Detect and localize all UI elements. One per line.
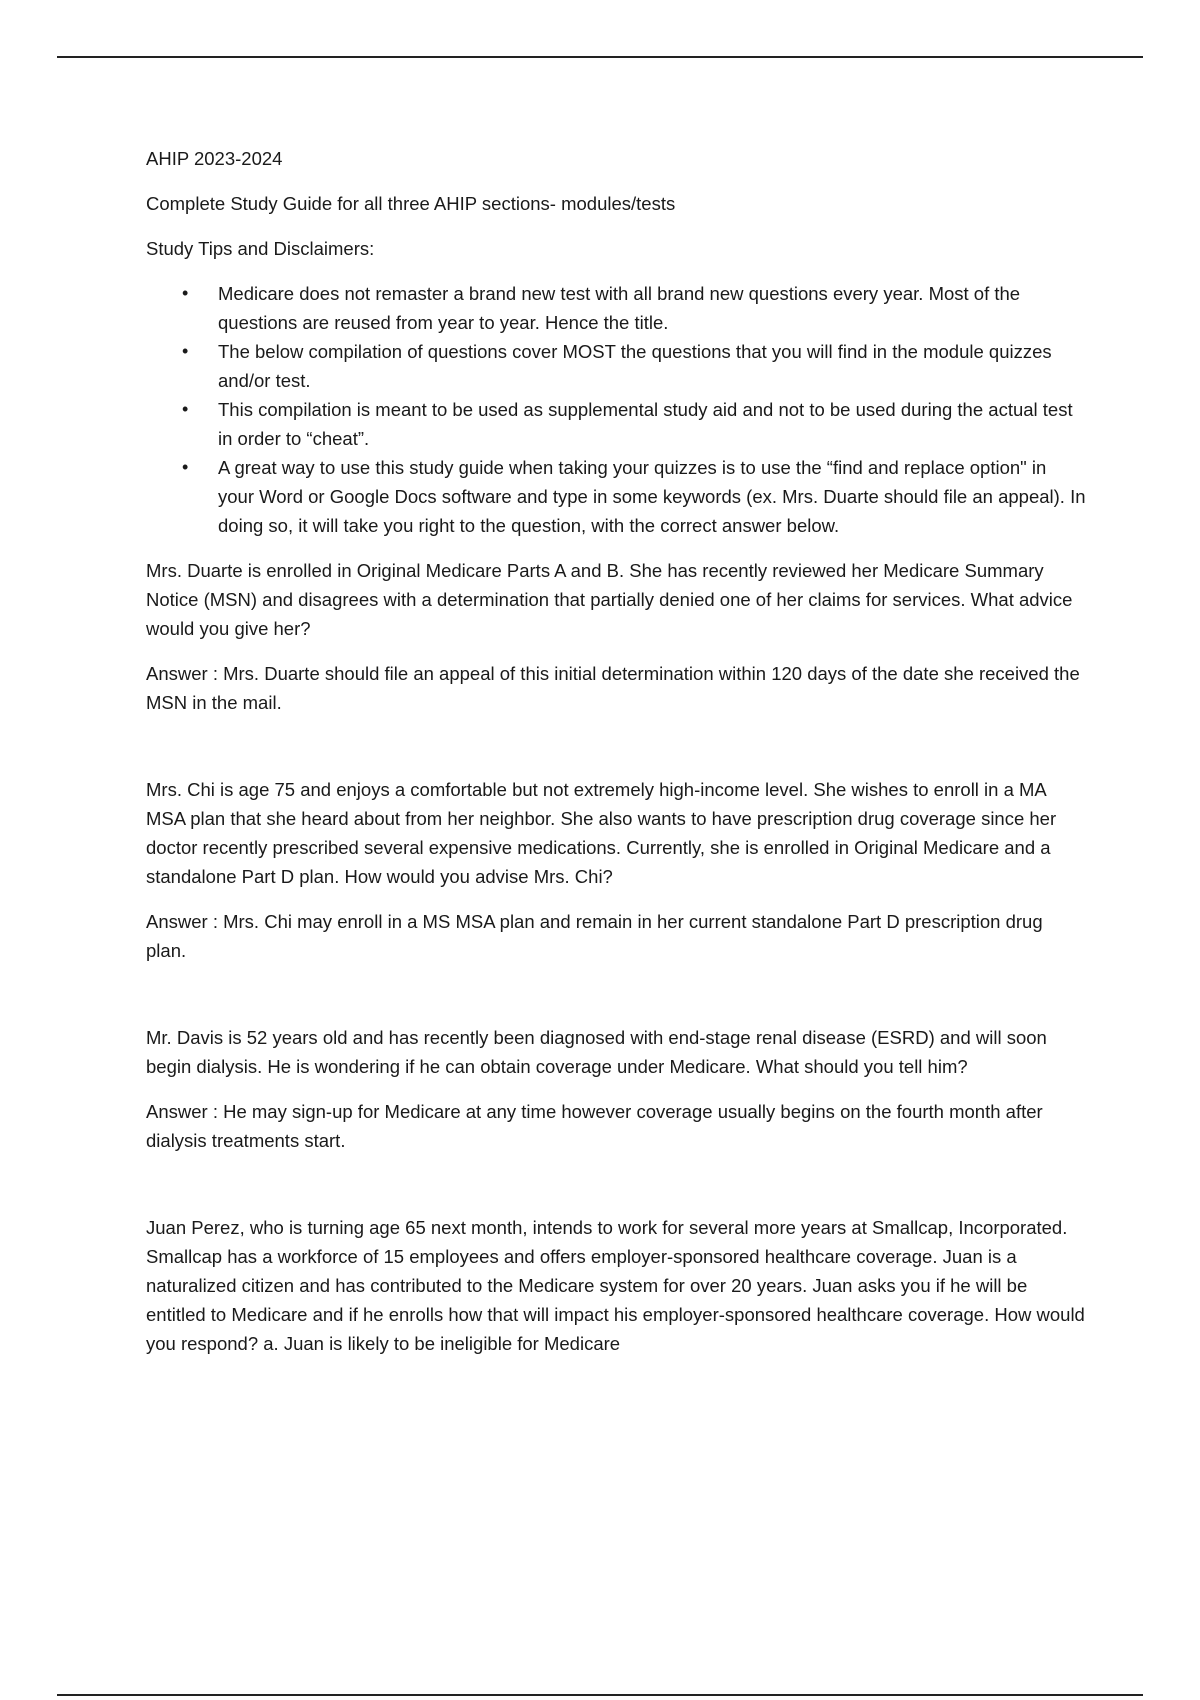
document-subtitle: Complete Study Guide for all three AHIP sections- modules/tests — [146, 193, 676, 214]
top-rule — [57, 56, 1143, 58]
bottom-rule — [57, 1694, 1143, 1696]
tips-list — [146, 279, 1086, 540]
spacer — [146, 1171, 1086, 1213]
document-title: AHIP 2023-2024 — [146, 148, 283, 169]
final-question-text: Juan Perez, who is turning age 65 next month, intends to work for several more years at Smallcap, Incorporated. Smallcap has a workforce of 15 employees and offers employer-sponsored healthcare coverage. Juan is a naturalized citizen and has contributed to the Medicare system for over 20 years. Juan asks you if he will be entitled to Medicare and if he enrolls how that will impact his employer-sponsored healthcare coverage. How would you respond? a. Juan is likely to be ineligible for Medicare — [146, 1217, 1085, 1354]
question-text: Mrs. Chi is age 75 and enjoys a comfortable but not extremely high-income level. She wishes to enroll in a MA MSA plan that she heard about from her neighbor. She also wants to have prescription drug coverage since her doctor recently prescribed several expensive medications. Currently, she is enrolled in Original Medicare and a standalone Part D plan. How would you advise Mrs. Chi? — [146, 779, 1057, 887]
tip-item: • This compilation is meant to be used as supplemental study aid and not to be used during the actual test in order to “cheat”. — [146, 395, 1086, 453]
tip-item: • The below compilation of questions cover MOST the questions that you will find in the module quizzes and/or test. — [146, 337, 1086, 395]
spacer — [146, 733, 1086, 775]
qa-block — [146, 775, 1086, 965]
tips-heading: Study Tips and Disclaimers: — [146, 238, 375, 259]
answer-text: Answer : Mrs. Chi may enroll in a MS MSA plan and remain in her current standalone Part D prescription drug plan. — [146, 911, 1043, 961]
answer-text: Answer : Mrs. Duarte should file an appeal of this initial determination within 120 days of the date she received the MSN in the mail. — [146, 663, 1080, 713]
tip-item: • Medicare does not remaster a brand new test with all brand new questions every year. Most of the questions are reused from year to year. Hence the title. — [146, 279, 1086, 337]
question-text: Mr. Davis is 52 years old and has recently been diagnosed with end-stage renal disease (ESRD) and will soon begin dialysis. He is wondering if he can obtain coverage under Medicare. What should you tell him? — [146, 1027, 1047, 1077]
qa-block — [146, 1023, 1086, 1155]
tip-item: • A great way to use this study guide when taking your quizzes is to use the “find and replace option" in your Word or Google Docs software and type in some keywords (ex. Mrs. Duarte should file an appeal). In doing so, it will take you right to the question, with the correct answer below. — [146, 453, 1086, 540]
qa-block — [146, 556, 1086, 717]
question-text: Mrs. Duarte is enrolled in Original Medicare Parts A and B. She has recently reviewed her Medicare Summary Notice (MSN) and disagrees with a determination that partially denied one of her claims for services. What advice would you give her? — [146, 560, 1073, 639]
document-body — [146, 144, 1086, 1374]
spacer — [146, 981, 1086, 1023]
answer-text: Answer : He may sign-up for Medicare at any time however coverage usually begins on the fourth month after dialysis treatments start. — [146, 1101, 1043, 1151]
